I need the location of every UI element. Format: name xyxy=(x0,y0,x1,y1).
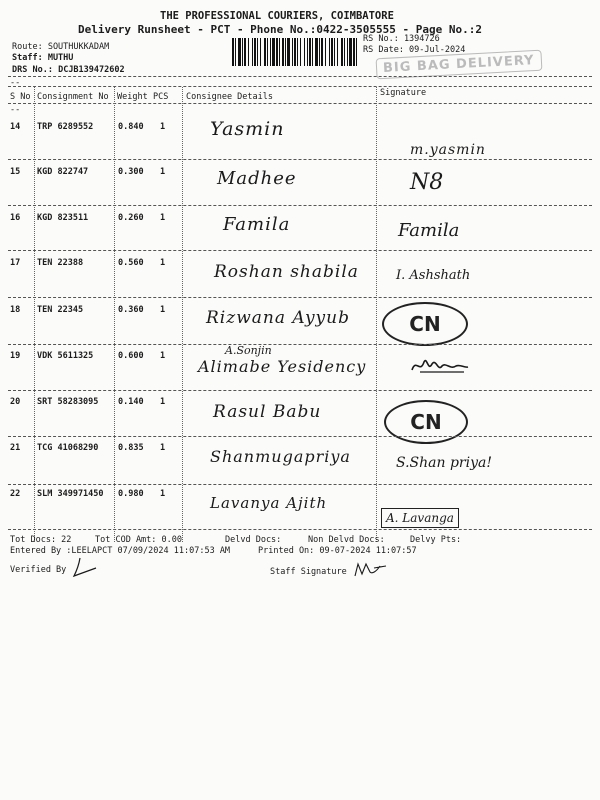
row-consignment: VDK 5611325 xyxy=(37,351,94,361)
barcode-bar xyxy=(235,38,236,66)
drs-number xyxy=(12,65,125,75)
barcode-bar xyxy=(307,38,308,66)
cn-stamp: CN xyxy=(384,400,468,444)
row-consignee: Madhee xyxy=(217,168,297,189)
barcode-bar xyxy=(304,38,305,66)
col-consignee: Consignee Details xyxy=(186,92,273,102)
row-divider xyxy=(8,297,592,298)
row-consignee: Rasul Babu xyxy=(213,402,322,422)
barcode-bar xyxy=(272,38,275,66)
barcode-bar xyxy=(325,38,326,66)
barcode-bar xyxy=(260,38,261,66)
staff: Staff: MUTHU xyxy=(12,53,74,63)
barcode-bar xyxy=(353,38,355,66)
column-separator xyxy=(114,87,115,542)
row-sno: 21 xyxy=(10,443,21,453)
barcode-bar xyxy=(309,38,311,66)
row-signature: N8 xyxy=(410,170,444,195)
row-sno: 14 xyxy=(10,122,21,132)
row-sno: 19 xyxy=(10,351,21,361)
row-signature: S.Shan priya! xyxy=(396,455,492,471)
row-consignment: TEN 22345 xyxy=(37,305,84,315)
column-separator xyxy=(182,87,183,542)
divider-mark: -- xyxy=(10,78,21,88)
rs-date: RS Date: 09-Jul-2024 xyxy=(363,45,466,55)
row-signature: A. Lavanga xyxy=(381,508,459,528)
row-sno: 15 xyxy=(10,167,21,177)
runsheet-title: Delivery Runsheet - PCT - Phone No.:0422-3505555 - Page No.:2 xyxy=(78,23,482,36)
row-weight: 0.360 xyxy=(118,305,144,315)
barcode-bar xyxy=(238,38,241,66)
row-pcs: 1 xyxy=(160,122,166,132)
staff-signature-label: Staff Signature xyxy=(270,567,347,577)
barcode-bar xyxy=(292,38,293,66)
row-divider xyxy=(8,436,592,437)
row-consignee: Lavanya Ajith xyxy=(210,494,328,512)
row-sno: 17 xyxy=(10,258,21,268)
row-consignee: Alimabe Yesidency xyxy=(198,357,367,376)
verified-by-signature xyxy=(70,556,100,582)
barcode-bar xyxy=(319,38,320,66)
row-consignment: SRT 58283095 xyxy=(37,397,99,407)
row-divider xyxy=(8,159,592,160)
divider-mark: -- xyxy=(10,105,21,115)
col-weight: Weight xyxy=(117,92,148,102)
row-weight: 0.140 xyxy=(118,397,144,407)
col-consignment: Consignment No xyxy=(37,92,109,102)
row-pcs: 1 xyxy=(160,213,166,223)
barcode-bar xyxy=(315,38,318,66)
barcode-bar xyxy=(300,38,301,66)
col-pcs: PCS xyxy=(153,92,169,102)
row-weight: 0.560 xyxy=(118,258,144,268)
row-divider xyxy=(8,484,592,485)
barcode-bar xyxy=(242,38,243,66)
row-signature: m.yasmin xyxy=(410,142,486,158)
row-consignee-note: A.Sonjin xyxy=(225,344,272,357)
printed-on: Printed On: 09-07-2024 11:07:57 xyxy=(258,546,417,556)
drs-value: DCJB139472602 xyxy=(58,65,125,75)
row-weight: 0.835 xyxy=(118,443,144,453)
tot-cod-amt: Tot COD Amt: 0.00 xyxy=(95,535,182,545)
staff-signature-mark xyxy=(352,558,388,582)
barcode xyxy=(232,38,358,66)
divider xyxy=(8,103,592,104)
delvd-docs: Delvd Docs: xyxy=(225,535,282,545)
barcode-bar xyxy=(347,38,348,66)
entered-by: Entered By :LEELAPCT 07/09/2024 11:07:53 AM xyxy=(10,546,231,556)
barcode-bar xyxy=(285,38,286,66)
row-weight: 0.980 xyxy=(118,489,144,499)
barcode-bar xyxy=(297,38,298,66)
divider xyxy=(8,86,592,87)
row-sno: 18 xyxy=(10,305,21,315)
row-weight: 0.300 xyxy=(118,167,144,177)
barcode-bar xyxy=(329,38,330,66)
row-consignee: Roshan shabila xyxy=(214,262,359,282)
row-consignment: TRP 6289552 xyxy=(37,122,94,132)
barcode-bar xyxy=(344,38,345,66)
row-pcs: 1 xyxy=(160,443,166,453)
rs-number: RS No.: 1394726 xyxy=(363,34,440,44)
row-pcs: 1 xyxy=(160,305,166,315)
route: Route: SOUTHUKKADAM xyxy=(12,42,110,52)
barcode-bar xyxy=(349,38,352,66)
row-sno: 16 xyxy=(10,213,21,223)
barcode-bar xyxy=(334,38,335,66)
row-signature: Famila xyxy=(398,220,460,241)
row-consignment: TEN 22388 xyxy=(37,258,84,268)
row-pcs: 1 xyxy=(160,351,166,361)
row-sno: 22 xyxy=(10,489,21,499)
row-signature-scribble xyxy=(410,352,470,382)
barcode-bar xyxy=(254,38,256,66)
row-consignment: SLM 349971450 xyxy=(37,489,104,499)
row-pcs: 1 xyxy=(160,258,166,268)
row-consignment: KGD 823511 xyxy=(37,213,89,223)
barcode-bar xyxy=(356,38,357,66)
barcode-bar xyxy=(282,38,284,66)
row-weight: 0.260 xyxy=(118,213,144,223)
row-consignment: KGD 822747 xyxy=(37,167,89,177)
row-consignment: TCG 41068290 xyxy=(37,443,99,453)
verified-by-label: Verified By xyxy=(10,565,67,575)
barcode-bar xyxy=(244,38,246,66)
row-consignee: Famila xyxy=(223,214,291,235)
col-signature: Signature xyxy=(380,88,427,98)
barcode-bar xyxy=(321,38,323,66)
row-divider xyxy=(8,250,592,251)
cn-stamp: CN xyxy=(382,302,468,346)
barcode-bar xyxy=(257,38,258,66)
col-sno: S No xyxy=(10,92,31,102)
barcode-bar xyxy=(232,38,234,66)
barcode-bar xyxy=(267,38,268,66)
big-bag-stamp: BIG BAG DELIVERY xyxy=(376,50,542,80)
row-consignee: Yasmin xyxy=(210,118,285,140)
row-signature: I. Ashshath xyxy=(396,268,471,283)
row-consignee: Shanmugapriya xyxy=(210,447,351,466)
barcode-bar xyxy=(341,38,343,66)
row-pcs: 1 xyxy=(160,167,166,177)
barcode-bar xyxy=(312,38,313,66)
drs-label: DRS No.: xyxy=(12,65,53,75)
company-name: THE PROFESSIONAL COURIERS, COIMBATORE xyxy=(160,10,394,22)
row-divider xyxy=(8,529,592,530)
barcode-bar xyxy=(337,38,338,66)
barcode-bar xyxy=(252,38,253,66)
row-weight: 0.600 xyxy=(118,351,144,361)
row-pcs: 1 xyxy=(160,489,166,499)
column-separator xyxy=(34,87,35,542)
barcode-bar xyxy=(331,38,333,66)
barcode-bar xyxy=(264,38,266,66)
row-consignee: Rizwana Ayyub xyxy=(206,308,350,328)
tot-docs: Tot Docs: 22 xyxy=(10,535,72,545)
column-separator xyxy=(376,87,377,542)
barcode-bar xyxy=(279,38,280,66)
barcode-bar xyxy=(270,38,271,66)
divider xyxy=(8,76,592,77)
row-pcs: 1 xyxy=(160,397,166,407)
barcode-bar xyxy=(248,38,249,66)
row-sno: 20 xyxy=(10,397,21,407)
row-divider xyxy=(8,205,592,206)
row-weight: 0.840 xyxy=(118,122,144,132)
barcode-bar xyxy=(287,38,290,66)
delvy-pts: Delvy Pts: xyxy=(410,535,462,545)
barcode-bar xyxy=(276,38,278,66)
barcode-bar xyxy=(294,38,296,66)
row-divider xyxy=(8,344,592,345)
non-delvd-docs: Non Delvd Docs: xyxy=(308,535,385,545)
row-divider xyxy=(8,390,592,391)
